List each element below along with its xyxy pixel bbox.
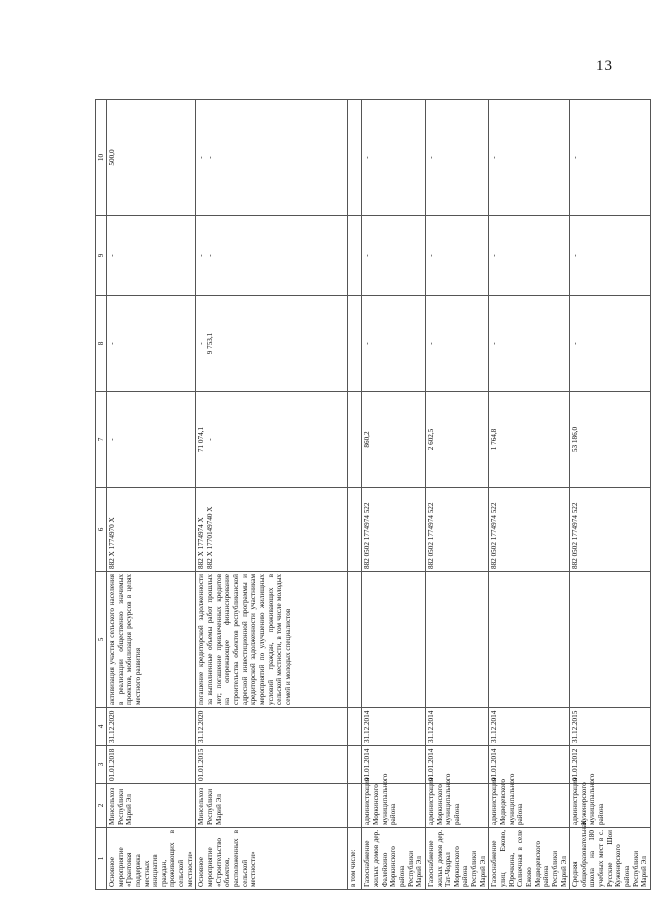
header-cell: 7 bbox=[96, 392, 107, 488]
table-cell-col8: - 9 753,1 bbox=[196, 296, 348, 392]
header-cell: 2 bbox=[96, 784, 107, 828]
table-cell-col6: 882 0502 1774974 522 bbox=[570, 488, 651, 572]
table-cell-col2: администрация Медведевского муниципального района bbox=[489, 784, 570, 828]
table-cell-col7: 71 074,1 - bbox=[196, 392, 348, 488]
header-cell: 5 bbox=[96, 572, 107, 708]
header-cell: 1 bbox=[96, 828, 107, 890]
table-cell-col9: - bbox=[570, 216, 651, 296]
table-cell-col7: 2 602,5 bbox=[425, 392, 488, 488]
rotated-table-container bbox=[95, 100, 649, 890]
table-cell-col4: 31.12.2020 bbox=[107, 708, 196, 746]
table-cell-col7 bbox=[348, 392, 362, 488]
table-cell-col10 bbox=[348, 100, 362, 216]
table-cell-col1: Средняя общеобразовательная школа на 180 учебных мест в с. Русские Шои Куженерского района Республики Марий Эл bbox=[570, 828, 651, 890]
header-cell: 9 bbox=[96, 216, 107, 296]
table-cell-col3: 01.01.2015 bbox=[196, 746, 348, 784]
table-cell-col1: Газоснабжение жилых домов дер. Тат-Чодрал Моркинского района Республики Марий Эл bbox=[425, 828, 488, 890]
table-cell-col1: Газоснабжение улиц Ежово, Юрочкина, Солнечная в селе Ежово Медведевского района Республики Марий Эл bbox=[489, 828, 570, 890]
table-cell-col7: - bbox=[107, 392, 196, 488]
header-cell: 8 bbox=[96, 296, 107, 392]
table-cell-col6: 882 0502 1774974 522 bbox=[425, 488, 488, 572]
header-cell: 4 bbox=[96, 708, 107, 746]
table-cell-col3: 01.01.2014 bbox=[425, 746, 488, 784]
table-row bbox=[107, 100, 196, 890]
table-cell-col4: 31.12.2020 bbox=[196, 708, 348, 746]
table-cell-col10: - bbox=[570, 100, 651, 216]
table-cell-col1: в том числе: bbox=[348, 828, 362, 890]
table-cell-col9: - bbox=[489, 216, 570, 296]
table-cell-col1: Основное мероприятие «Грантовая поддержка местных инициатив граждан, проживающих в сельской местности» bbox=[107, 828, 196, 890]
table-cell-col5 bbox=[489, 572, 570, 708]
table-cell-col6 bbox=[348, 488, 362, 572]
table-cell-col9: - bbox=[107, 216, 196, 296]
table-cell-col6: 882 0502 1774974 522 bbox=[489, 488, 570, 572]
table-cell-col1: Основное мероприятие «Строительство объектов, расположенных в сельской местности» bbox=[196, 828, 348, 890]
table-row bbox=[362, 100, 425, 890]
table-cell-col3: 01.01.2014 bbox=[489, 746, 570, 784]
table-cell-col6: 882 0502 1774974 522 bbox=[362, 488, 425, 572]
table-cell-col10: - bbox=[362, 100, 425, 216]
table-cell-col2: Минсельхоз Республики Марий Эл bbox=[196, 784, 348, 828]
header-cell: 10 bbox=[96, 100, 107, 216]
table-row bbox=[348, 100, 362, 890]
table-cell-col5 bbox=[425, 572, 488, 708]
table-cell-col3 bbox=[348, 746, 362, 784]
table-cell-col10: - - bbox=[196, 100, 348, 216]
table-cell-col6: 882 X 1774970 X bbox=[107, 488, 196, 572]
table-cell-col2 bbox=[348, 784, 362, 828]
page-number: 13 bbox=[596, 58, 613, 74]
table-cell-col6: 882 X 1774974 X 882 X 1770149740 X bbox=[196, 488, 348, 572]
table-row bbox=[425, 100, 488, 890]
table-cell-col2: администрация Моркинского муниципального района bbox=[362, 784, 425, 828]
table-cell-col3: 01.01.2012 bbox=[570, 746, 651, 784]
table-cell-col5 bbox=[570, 572, 651, 708]
table-cell-col8: - bbox=[107, 296, 196, 392]
table-cell-col7: 860,2 bbox=[362, 392, 425, 488]
table-cell-col4: 31.12.2014 bbox=[425, 708, 488, 746]
table-cell-col8 bbox=[348, 296, 362, 392]
table-cell-col8: - bbox=[362, 296, 425, 392]
table-cell-col10: - bbox=[489, 100, 570, 216]
table-cell-col8: - bbox=[425, 296, 488, 392]
table-cell-col9: - - bbox=[196, 216, 348, 296]
table-header-row bbox=[96, 100, 107, 890]
header-cell: 3 bbox=[96, 746, 107, 784]
program-table bbox=[95, 99, 651, 890]
table-cell-col2: администрация Куженерского муниципального района bbox=[570, 784, 651, 828]
table-cell-col7: 53 186,0 bbox=[570, 392, 651, 488]
table-cell-col4: 31.12.2015 bbox=[570, 708, 651, 746]
table-cell-col2: Минсельхоз Республики Марий Эл bbox=[107, 784, 196, 828]
table-cell-col10: 500,0 bbox=[107, 100, 196, 216]
table-cell-col9: - bbox=[362, 216, 425, 296]
table-cell-col5: активизация участия сельского населения в реализации общественно значимых проектов, мобилизация ресурсов в целях местного развития bbox=[107, 572, 196, 708]
table-cell-col5 bbox=[348, 572, 362, 708]
table-cell-col3: 01.01.2018 bbox=[107, 746, 196, 784]
table-row bbox=[196, 100, 348, 890]
table-cell-col9 bbox=[348, 216, 362, 296]
table-cell-col1: Газоснабжение жилых домов дер. Фалейкино Моркинского района Республики Марий Эл bbox=[362, 828, 425, 890]
table-row bbox=[570, 100, 651, 890]
table-cell-col4: 31.12.2014 bbox=[489, 708, 570, 746]
table-cell-col5: погашение кредиторской задолженности за выполненные объемы работ прошлых лет; погашение привлеченных кредитов на опережающее финансирование строительства объектов республиканской адресной инвестиционной программы и кредиторской задолженности участникам мероприятий по улучшению жилищных условий граждан, проживающих в сельской местности, в том числе молодых семей и молодых специалистов bbox=[196, 572, 348, 708]
table-cell-col4: 31.12.2014 bbox=[362, 708, 425, 746]
table-cell-col10: - bbox=[425, 100, 488, 216]
table-cell-col3: 01.01.2014 bbox=[362, 746, 425, 784]
header-cell: 6 bbox=[96, 488, 107, 572]
table-cell-col9: - bbox=[425, 216, 488, 296]
table-cell-col8: - bbox=[570, 296, 651, 392]
table-cell-col7: 1 764,8 bbox=[489, 392, 570, 488]
table-cell-col2: администрация Моркинского муниципального района bbox=[425, 784, 488, 828]
table-cell-col8: - bbox=[489, 296, 570, 392]
table-cell-col4 bbox=[348, 708, 362, 746]
table-cell-col5 bbox=[362, 572, 425, 708]
table-row bbox=[489, 100, 570, 890]
